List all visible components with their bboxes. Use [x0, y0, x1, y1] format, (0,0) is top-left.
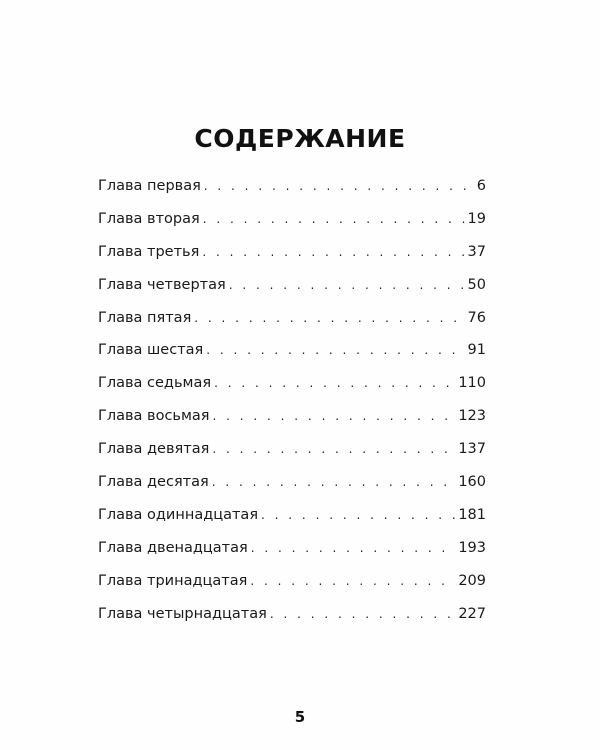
toc-entry	[98, 176, 486, 209]
toc-entry-label: Глава вторая	[98, 210, 200, 227]
toc-entry	[98, 242, 486, 275]
dot-leader	[204, 176, 474, 196]
toc-entry-page: 37	[467, 243, 486, 260]
dot-leader	[214, 373, 455, 393]
dot-leader	[229, 275, 465, 295]
toc-entry-page: 137	[458, 441, 486, 458]
toc-entry-page: 76	[467, 309, 486, 326]
toc-entry-page: 50	[467, 276, 486, 293]
dot-leader	[251, 538, 456, 558]
toc-entry-page: 227	[458, 605, 486, 622]
toc-entry-page: 123	[458, 408, 486, 425]
toc-entry-label: Глава двенадцатая	[98, 539, 248, 556]
toc-entry	[98, 308, 486, 341]
toc-entry	[98, 505, 486, 538]
page-title: СОДЕРЖАНИЕ	[194, 124, 406, 153]
toc-entry	[98, 373, 486, 406]
dot-leader	[213, 406, 456, 426]
page-number: 5	[294, 708, 306, 726]
dot-leader	[194, 308, 464, 328]
toc-entry-page: 193	[458, 539, 486, 556]
dot-leader	[203, 209, 465, 229]
table-of-contents	[98, 176, 486, 636]
toc-entry	[98, 604, 486, 637]
toc-entry	[98, 275, 486, 308]
toc-entry-label: Глава восьмая	[98, 408, 210, 425]
toc-entry-page: 160	[458, 474, 486, 491]
toc-entry-label: Глава пятая	[98, 309, 192, 326]
toc-entry-label: Глава четырнадцатая	[98, 605, 267, 622]
toc-entry-label: Глава третья	[98, 243, 200, 260]
toc-entry-label: Глава четвертая	[98, 276, 226, 293]
dot-leader	[270, 604, 455, 624]
toc-entry	[98, 472, 486, 505]
toc-entry-page: 19	[467, 210, 486, 227]
toc-entry-label: Глава седьмая	[98, 375, 212, 392]
toc-entry	[98, 538, 486, 571]
dot-leader	[212, 472, 456, 492]
toc-entry-page: 6	[476, 178, 486, 194]
toc-entry	[98, 340, 486, 373]
dot-leader	[206, 340, 464, 360]
toc-entry-label: Глава десятая	[98, 474, 209, 491]
toc-entry-page: 91	[467, 342, 486, 359]
toc-entry	[98, 209, 486, 242]
toc-entry-page: 181	[458, 506, 486, 523]
dot-leader	[250, 571, 455, 591]
toc-entry-page: 209	[458, 572, 486, 589]
toc-entry	[98, 439, 486, 472]
dot-leader	[261, 505, 455, 525]
toc-entry	[98, 571, 486, 604]
toc-entry-page: 110	[458, 375, 486, 392]
toc-entry-label: Глава шестая	[98, 342, 204, 359]
toc-entry	[98, 406, 486, 439]
toc-entry-label: Глава девятая	[98, 441, 210, 458]
dot-leader	[212, 439, 455, 459]
toc-entry-label: Глава одиннадцатая	[98, 506, 259, 523]
dot-leader	[202, 242, 464, 262]
toc-entry-label: Глава первая	[98, 178, 201, 194]
toc-entry-label: Глава тринадцатая	[98, 572, 248, 589]
